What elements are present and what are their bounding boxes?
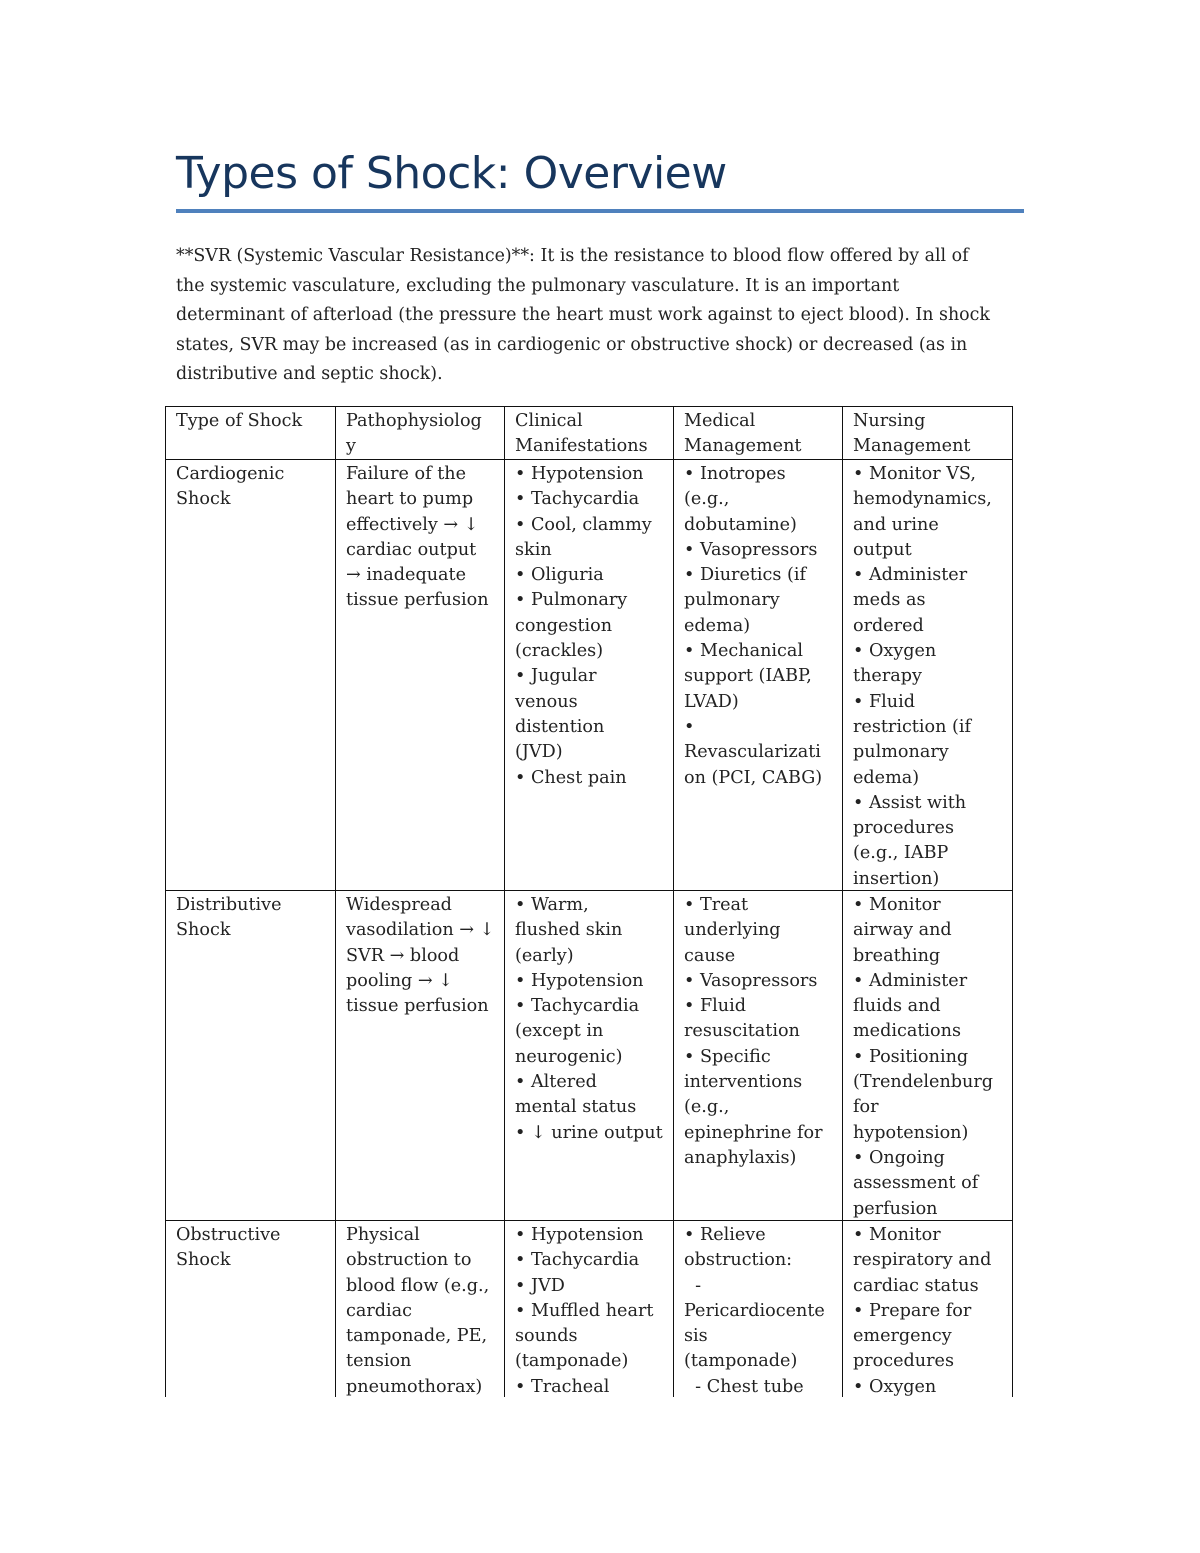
cell-clinical-manifestations bbox=[505, 891, 674, 1220]
cell-line: fluids and bbox=[853, 996, 941, 1017]
header-cell-clinical-manifestations bbox=[505, 407, 674, 459]
cell-medical-management bbox=[674, 891, 843, 1220]
cell-line: neurogenic) bbox=[515, 1046, 623, 1067]
cell-line: (e.g., bbox=[684, 489, 730, 510]
table-row bbox=[166, 1221, 1012, 1397]
cell-line: tamponade, PE, bbox=[346, 1326, 488, 1347]
cell-line: • Fluid bbox=[853, 691, 916, 712]
cell-line: • Chest pain bbox=[515, 767, 627, 788]
cell-line: tension bbox=[346, 1351, 412, 1372]
cell-line: • Vasopressors bbox=[684, 539, 818, 560]
cell-nursing-management bbox=[843, 891, 1012, 1220]
cell-line: pooling → ↓ bbox=[346, 970, 453, 991]
cell-line: pneumothorax) bbox=[346, 1376, 483, 1397]
table-row bbox=[166, 460, 1012, 891]
cell-line: • ↓ urine output bbox=[515, 1122, 663, 1143]
title-underline bbox=[176, 209, 1024, 213]
cell-line: restriction (if bbox=[853, 716, 972, 737]
cell-line: insertion) bbox=[853, 868, 940, 889]
cell-line: heart to pump bbox=[346, 489, 474, 510]
cell-line: - bbox=[684, 1275, 702, 1296]
cell-line: • bbox=[684, 716, 695, 737]
cell-pathophysiology bbox=[336, 1221, 505, 1397]
cell-line: pulmonary bbox=[684, 590, 780, 611]
cell-line: cardiac status bbox=[853, 1275, 979, 1296]
cell-line: Distributive bbox=[176, 895, 282, 915]
header-cell-pathophysiology bbox=[336, 407, 505, 459]
cell-line: epinephrine for bbox=[684, 1122, 823, 1143]
cell-line: • Hypotension bbox=[515, 970, 644, 991]
cell-line: respiratory and bbox=[853, 1250, 992, 1271]
cell-line: • Tachycardia bbox=[515, 996, 640, 1017]
cell-line: perfusion bbox=[853, 1198, 938, 1219]
cell-line: • Assist with bbox=[853, 792, 967, 813]
cell-line: (crackles) bbox=[515, 641, 604, 662]
cell-line: underlying bbox=[684, 920, 781, 941]
cell-line: (early) bbox=[515, 945, 574, 966]
cell-line: interventions bbox=[684, 1072, 803, 1093]
cell-line: • Oliguria bbox=[515, 565, 604, 586]
cell-line: edema) bbox=[853, 767, 920, 788]
cell-line: Shock bbox=[176, 1250, 231, 1271]
cell-line: • Positioning bbox=[853, 1046, 969, 1067]
intro-line: the systemic vasculature, excluding the pulmonary vasculature. It is an important bbox=[176, 275, 900, 296]
cell-line: • Muffled heart bbox=[515, 1300, 654, 1321]
cell-type bbox=[166, 1221, 336, 1397]
cell-line: tissue perfusion bbox=[346, 590, 489, 611]
cell-line: congestion bbox=[515, 615, 613, 636]
cell-line: (e.g., bbox=[684, 1097, 730, 1118]
cell-line: cardiac output bbox=[346, 539, 477, 560]
cell-line: effectively → ↓ bbox=[346, 514, 479, 535]
cell-line: support (IABP, bbox=[684, 666, 812, 687]
cell-line: • Altered bbox=[515, 1072, 597, 1093]
cell-line: (JVD) bbox=[515, 742, 563, 763]
cell-line: • Fluid bbox=[684, 996, 747, 1017]
cell-line: SVR → blood bbox=[346, 945, 460, 966]
cell-line: flushed skin bbox=[515, 920, 623, 941]
cell-line: cardiac bbox=[346, 1300, 412, 1321]
cell-line: • Diuretics (if bbox=[684, 565, 807, 586]
cell-clinical-manifestations bbox=[505, 460, 674, 890]
cell-line: (tamponade) bbox=[515, 1351, 629, 1372]
cell-line: • Inotropes bbox=[684, 464, 786, 484]
cell-nursing-management bbox=[843, 1221, 1012, 1397]
cell-line: • Relieve bbox=[684, 1225, 766, 1245]
cell-line: • Pulmonary bbox=[515, 590, 628, 611]
cell-line: pulmonary bbox=[853, 742, 949, 763]
page-title: Types of Shock: Overview bbox=[176, 148, 727, 199]
cell-line: meds as bbox=[853, 590, 926, 611]
cell-line: emergency bbox=[853, 1326, 952, 1347]
cell-line: Manifestations bbox=[515, 436, 648, 457]
cell-line: • Monitor VS, bbox=[853, 464, 976, 484]
cell-line: • Administer bbox=[853, 565, 968, 586]
cell-line: • Prepare for bbox=[853, 1300, 972, 1321]
cell-line: hemodynamics, bbox=[853, 489, 992, 510]
cell-line: (except in bbox=[515, 1021, 604, 1042]
cell-pathophysiology bbox=[336, 891, 505, 1220]
cell-line: • Tachycardia bbox=[515, 1250, 640, 1271]
cell-line: • Ongoing bbox=[853, 1147, 945, 1168]
cell-line: • Hypotension bbox=[515, 464, 644, 484]
cell-line: Type of Shock bbox=[176, 411, 303, 431]
header-cell-type bbox=[166, 407, 336, 459]
cell-line: and urine bbox=[853, 514, 939, 535]
cell-pathophysiology bbox=[336, 460, 505, 890]
cell-line: airway and bbox=[853, 920, 952, 941]
cell-clinical-manifestations bbox=[505, 1221, 674, 1397]
cell-line: on (PCI, CABG) bbox=[684, 767, 823, 788]
cell-line: • Treat bbox=[684, 895, 749, 915]
cell-line: hypotension) bbox=[853, 1122, 969, 1143]
cell-line: Revascularizati bbox=[684, 742, 821, 763]
intro-line: states, SVR may be increased (as in cardiogenic or obstructive shock) or decreased (as in bbox=[176, 334, 968, 355]
cell-line: • JVD bbox=[515, 1275, 565, 1296]
cell-line: breathing bbox=[853, 945, 941, 966]
cell-line: vasodilation → ↓ bbox=[346, 920, 495, 941]
cell-line: obstruction to bbox=[346, 1250, 472, 1271]
cell-line: Obstructive bbox=[176, 1225, 281, 1245]
intro-line: **SVR (Systemic Vascular Resistance)**: It is the resistance to blood flow offered by all of bbox=[176, 246, 969, 266]
intro-line: distributive and septic shock). bbox=[176, 364, 443, 384]
cell-line: • Oxygen bbox=[853, 641, 937, 662]
cell-line: Management bbox=[684, 436, 802, 457]
cell-medical-management bbox=[674, 1221, 843, 1397]
cell-line: mental status bbox=[515, 1097, 637, 1118]
cell-line: Shock bbox=[176, 489, 231, 510]
cell-line: • Hypotension bbox=[515, 1225, 644, 1245]
cell-line: • Administer bbox=[853, 970, 968, 991]
cell-line: Failure of the bbox=[346, 464, 467, 484]
cell-line: • Oxygen bbox=[853, 1376, 937, 1397]
cell-line: Shock bbox=[176, 920, 231, 941]
cell-line: • Mechanical bbox=[684, 641, 803, 662]
cell-line: resuscitation bbox=[684, 1021, 800, 1042]
cell-type bbox=[166, 460, 336, 890]
cell-type bbox=[166, 891, 336, 1220]
cell-line: • Tachycardia bbox=[515, 489, 640, 510]
cell-line: skin bbox=[515, 539, 552, 560]
cell-line: tissue perfusion bbox=[346, 996, 489, 1017]
cell-line: Clinical bbox=[515, 411, 583, 431]
cell-line: venous bbox=[515, 691, 578, 712]
cell-line: • Specific bbox=[684, 1046, 771, 1067]
intro-line: determinant of afterload (the pressure the heart must work against to eject blood). In shock bbox=[176, 305, 990, 325]
cell-line: Medical bbox=[684, 411, 756, 431]
cell-line: procedures bbox=[853, 1351, 954, 1372]
cell-line: sis bbox=[684, 1326, 708, 1347]
cell-line: • Jugular bbox=[515, 666, 597, 687]
cell-line: Cardiogenic bbox=[176, 464, 285, 484]
cell-line: • Cool, clammy bbox=[515, 514, 652, 535]
cell-line: LVAD) bbox=[684, 691, 739, 712]
cell-line: anaphylaxis) bbox=[684, 1147, 797, 1168]
cell-line: distention bbox=[515, 716, 605, 737]
cell-line: • Tracheal bbox=[515, 1376, 610, 1397]
cell-line: ordered bbox=[853, 615, 924, 636]
cell-line: therapy bbox=[853, 666, 922, 687]
cell-line: (e.g., IABP bbox=[853, 843, 949, 864]
cell-medical-management bbox=[674, 460, 843, 890]
cell-nursing-management bbox=[843, 460, 1012, 890]
cell-line: • Monitor bbox=[853, 895, 941, 915]
cell-line: procedures bbox=[853, 818, 954, 839]
cell-line: • Monitor bbox=[853, 1225, 941, 1245]
table-header-row bbox=[166, 407, 1012, 460]
intro-paragraph bbox=[176, 242, 1028, 390]
cell-line: Nursing bbox=[853, 411, 926, 431]
cell-line: y bbox=[346, 436, 356, 457]
cell-line: Pericardiocente bbox=[684, 1300, 825, 1321]
cell-line: Pathophysiolog bbox=[346, 411, 482, 431]
cell-line: (Trendelenburg bbox=[853, 1072, 994, 1093]
cell-line: - Chest tube bbox=[684, 1376, 804, 1397]
cell-line: sounds bbox=[515, 1326, 578, 1347]
cell-line: blood flow (e.g., bbox=[346, 1275, 490, 1296]
cell-line: (tamponade) bbox=[684, 1351, 798, 1372]
cell-line: • Vasopressors bbox=[684, 970, 818, 991]
cell-line: obstruction: bbox=[684, 1250, 793, 1271]
cell-line: • Warm, bbox=[515, 895, 589, 915]
cell-line: → inadequate bbox=[346, 565, 467, 586]
cell-line: Physical bbox=[346, 1225, 420, 1245]
header-cell-medical-management bbox=[674, 407, 843, 459]
cell-line: dobutamine) bbox=[684, 514, 797, 535]
table-row bbox=[166, 891, 1012, 1221]
cell-line: assessment of bbox=[853, 1173, 979, 1194]
shock-types-table bbox=[165, 406, 1013, 1397]
cell-line: Widespread bbox=[346, 895, 452, 915]
cell-line: medications bbox=[853, 1021, 961, 1042]
header-cell-nursing-management bbox=[843, 407, 1012, 459]
cell-line: edema) bbox=[684, 615, 751, 636]
cell-line: for bbox=[853, 1097, 879, 1118]
cell-line: Management bbox=[853, 436, 971, 457]
cell-line: output bbox=[853, 539, 912, 560]
cell-line: cause bbox=[684, 945, 736, 966]
